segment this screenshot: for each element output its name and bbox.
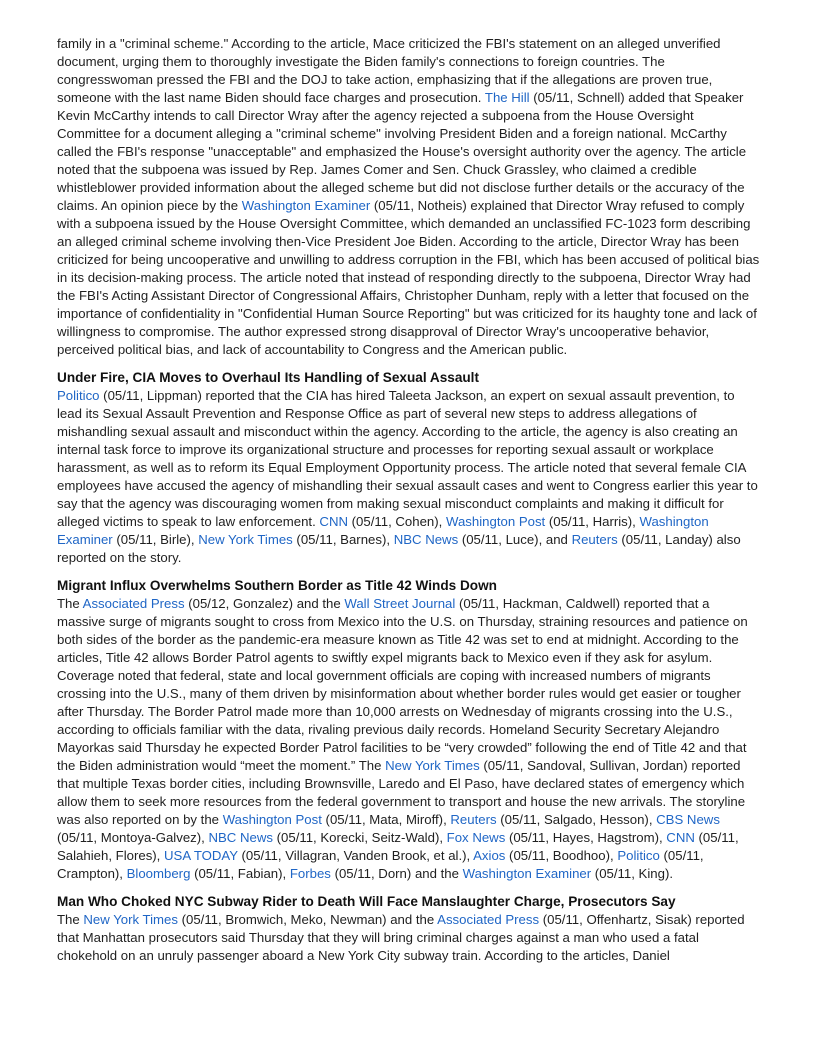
source-link[interactable]: Politico: [617, 848, 660, 863]
section-heading: Under Fire, CIA Moves to Overhaul Its Handling of Sexual Assault: [57, 370, 479, 385]
source-link[interactable]: Reuters: [571, 532, 618, 547]
body-text: (05/11, Sandoval, Sullivan, Jordan) reported that multiple Texas border cities, including Brownsville, Laredo and El Paso, have declared states of emergency which allow them to seek more resources from the federal government to transport and house the new arrivals. The storyline was also reported on by the: [57, 758, 746, 827]
source-link[interactable]: Washington Examiner: [241, 198, 371, 213]
source-link[interactable]: New York Times: [198, 532, 293, 547]
body-text: (05/11, Landay) also reported on the story.: [57, 532, 741, 565]
source-link[interactable]: Associated Press: [82, 596, 185, 611]
body-text: (05/11, King).: [591, 866, 673, 881]
body-text: (05/11, Barnes),: [292, 532, 394, 547]
source-link[interactable]: Wall Street Journal: [344, 596, 456, 611]
section-border: [57, 577, 760, 883]
source-link[interactable]: The Hill: [484, 90, 530, 105]
section-cia: [57, 369, 760, 567]
source-link[interactable]: USA TODAY: [164, 848, 238, 863]
body-text: (05/11, Hayes, Hagstrom),: [505, 830, 667, 845]
source-link[interactable]: CBS News: [656, 812, 720, 827]
body-text: (05/11, Mata, Miroff),: [321, 812, 451, 827]
intro-paragraph: [57, 35, 760, 359]
body-text: (05/11, Cohen),: [348, 514, 446, 529]
body-text: (05/11, Notheis) explained that Director Wray refused to comply with a subpoena issued by the House Oversight Committee, which demanded an unclassified FC-1023 form describing an alleged criminal scheme involving then-Vice President Joe Biden. According to the article, Director Wray has been criticized for being uncooperative and unwilling to address corruption in the FBI, which has been accused of political bias in its decision-making process. The article noted that instead of responding directly to the subpoena, Director Wray had the FBI's Acting Assistant Director of Congressional Affairs, Christopher Dunham, reply with a letter that focused on the importance of confidentiality in "Confidential Human Source Reporting" but was criticized for its haughty tone and lack of willingness to compromise. The author expressed strong disapproval of Director Wray's uncooperative behavior, perceived political bias, and lack of accountability to Congress and the American public.: [57, 198, 760, 357]
source-link[interactable]: Politico: [57, 388, 100, 403]
body-text: (05/11, Salahieh, Flores),: [57, 830, 739, 863]
source-link[interactable]: Fox News: [446, 830, 506, 845]
body-text: The: [57, 912, 84, 927]
body-text: (05/11, Fabian),: [190, 866, 290, 881]
source-link[interactable]: Bloomberg: [126, 866, 191, 881]
body-text: (05/12, Gonzalez) and the: [184, 596, 345, 611]
source-link[interactable]: Forbes: [289, 866, 331, 881]
source-link[interactable]: Washington Examiner: [57, 514, 709, 547]
source-link[interactable]: New York Times: [385, 758, 480, 773]
source-link[interactable]: NBC News: [208, 830, 273, 845]
source-link[interactable]: Reuters: [450, 812, 497, 827]
body-text: (05/11, Boodhoo),: [505, 848, 618, 863]
body-text: (05/11, Korecki, Seitz-Wald),: [272, 830, 447, 845]
body-text: (05/11, Montoya-Galvez),: [57, 830, 209, 845]
body-text: (05/11, Hackman, Caldwell) reported that a massive surge of migrants sought to cross from Mexico into the U.S. on Thursday, straining resources and patience on both sides of the border as the pandemic-era measure known as Title 42 was set to end at midnight. According to the articles, Title 42 allows Border Patrol agents to swiftly expel migrants back to Mexico even if they ask for asylum. Coverage noted that federal, state and local government officials are coping with increased numbers of migrants crossing into the U.S., many of them driven by misinformation about whether border rules would get easier or tougher after Thursday. The Border Patrol made more than 10,000 arrests on Wednesday of migrants crossing into the U.S., according to officials familiar with the data, rivaling previous daily records. Homeland Security Secretary Alejandro Mayorkas said Thursday he expected Border Patrol facilities to be “very crowded” following the end of Title 42 and that the Biden administration would “meet the moment.” The: [57, 596, 748, 773]
source-link[interactable]: Axios: [473, 848, 506, 863]
body-text: The: [57, 596, 83, 611]
body-text: (05/11, Birle),: [112, 532, 199, 547]
body-text: (05/11, Crampton),: [57, 848, 704, 881]
section-body: [57, 911, 760, 965]
body-text: family in a "criminal scheme." According to the article, Mace criticized the FBI's statement on an alleged unverified document, urging them to thoroughly investigate the Biden family's connections to foreign countries. The congresswoman pressed the FBI and the DOJ to take action, emphasizing that if the allegations are proven true, someone with the last name Biden should face charges and prosecution.: [57, 36, 721, 105]
source-link[interactable]: Washington Post: [222, 812, 322, 827]
section-body: [57, 595, 760, 883]
source-link[interactable]: CNN: [666, 830, 695, 845]
source-link[interactable]: NBC News: [393, 532, 459, 547]
body-text: (05/11, Luce), and: [458, 532, 572, 547]
source-link[interactable]: CNN: [319, 514, 348, 529]
section-heading: Migrant Influx Overwhelms Southern Border as Title 42 Winds Down: [57, 578, 497, 593]
source-link[interactable]: Associated Press: [437, 912, 540, 927]
source-link[interactable]: Washington Post: [446, 514, 546, 529]
body-text: (05/11, Salgado, Hesson),: [496, 812, 657, 827]
section-heading: Man Who Choked NYC Subway Rider to Death Will Face Manslaughter Charge, Prosecutors Say: [57, 894, 676, 909]
source-link[interactable]: New York Times: [83, 912, 178, 927]
body-text: (05/11, Lippman) reported that the CIA has hired Taleeta Jackson, an expert on sexual assault prevention, to lead its Sexual Assault Prevention and Response Office as part of several new steps to address allegations of mishandling sexual assault and misconduct within the agency. According to the article, the agency is also creating an internal task force to improve its organizational structure and processes for reporting sexual assault or workplace harassment, as well as to reform its Equal Employment Opportunity process. The article noted that several female CIA employees have accused the agency of mishandling their sexual assault cases and went to Congress earlier this year to say that the agency was discouraging women from making sexual misconduct complaints and making it difficult for alleged victims to speak to law enforcement.: [57, 388, 758, 529]
body-text: (05/11, Bromwich, Meko, Newman) and the: [177, 912, 438, 927]
body-text: (05/11, Schnell) added that Speaker Kevin McCarthy intends to call Director Wray after the agency rejected a subpoena from the House Oversight Committee for a document alleging a "criminal scheme" involving President Biden and a foreign national. McCarthy called the FBI's response "unacceptable" and emphasized the House's oversight authority over the agency. The article noted that the subpoena was issued by Rep. James Comer and Sen. Chuck Grassley, who claimed a credible whistleblower provided information about the alleged scheme but did not disclose further details or the accuracy of the claims. An opinion piece by the: [57, 90, 747, 213]
section-subway: [57, 893, 760, 965]
body-text: (05/11, Dorn) and the: [330, 866, 463, 881]
source-link[interactable]: Washington Examiner: [462, 866, 592, 881]
body-text: (05/11, Villagran, Vanden Brook, et al.),: [237, 848, 474, 863]
body-text: (05/11, Offenhartz, Sisak) reported that Manhattan prosecutors said Thursday that they will bring criminal charges against a man who used a fatal chokehold on an unruly passenger aboard a New York City subway train. According to the articles, Daniel: [57, 912, 745, 963]
body-text: (05/11, Harris),: [545, 514, 640, 529]
section-body: [57, 387, 760, 567]
